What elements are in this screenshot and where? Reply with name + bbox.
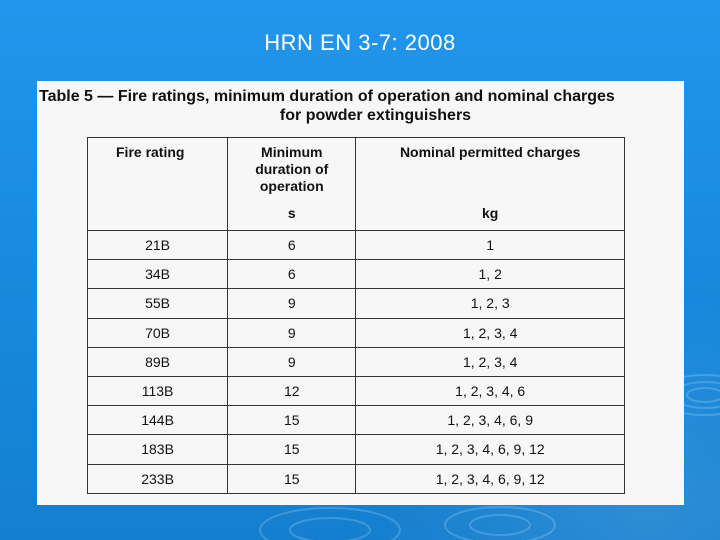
table-row [88, 464, 625, 493]
table-caption [37, 87, 684, 125]
cell-fire-rating: 183B [88, 435, 228, 464]
table-row [88, 406, 625, 435]
table-row [88, 318, 625, 347]
cell-fire-rating: 144B [88, 406, 228, 435]
table-row [88, 376, 625, 405]
cell-duration: 9 [228, 289, 356, 318]
header-duration-line-3: operation [259, 178, 324, 194]
cell-fire-rating: 55B [88, 289, 228, 318]
table-row [88, 289, 625, 318]
cell-charges: 1, 2 [356, 260, 625, 289]
header-charges [356, 138, 625, 231]
cell-duration: 9 [228, 347, 356, 376]
cell-charges: 1, 2, 3 [356, 289, 625, 318]
cell-charges: 1, 2, 3, 4 [356, 318, 625, 347]
table-caption-line-1: Table 5 — Fire ratings, minimum duration of operation and nominal charges [39, 88, 615, 105]
cell-duration: 15 [228, 464, 356, 493]
table-row [88, 347, 625, 376]
cell-charges: 1, 2, 3, 4, 6, 9, 12 [356, 464, 625, 493]
cell-fire-rating: 21B [88, 231, 228, 260]
cell-charges: 1, 2, 3, 4, 6, 9, 12 [356, 435, 625, 464]
cell-charges: 1, 2, 3, 4, 6, 9 [356, 406, 625, 435]
cell-duration: 15 [228, 435, 356, 464]
table-row [88, 231, 625, 260]
header-fire-rating-label: Fire rating [116, 144, 185, 160]
header-duration-line-2: duration of [255, 161, 329, 177]
header-duration [228, 138, 356, 231]
table-caption-line-2: for powder extinguishers [279, 107, 472, 124]
table-row [88, 260, 625, 289]
table-header-row [88, 138, 625, 231]
cell-duration: 6 [228, 231, 356, 260]
cell-fire-rating: 70B [88, 318, 228, 347]
cell-fire-rating: 113B [88, 376, 228, 405]
slide-title: HRN EN 3-7: 2008 [264, 30, 456, 55]
scanned-table-image [37, 81, 684, 505]
header-duration-unit: s [287, 205, 296, 221]
header-charges-unit: kg [482, 205, 499, 221]
cell-fire-rating: 89B [88, 347, 228, 376]
cell-duration: 9 [228, 318, 356, 347]
cell-duration: 6 [228, 260, 356, 289]
header-fire-rating [88, 138, 228, 231]
cell-fire-rating: 233B [88, 464, 228, 493]
cell-charges: 1, 2, 3, 4 [356, 347, 625, 376]
cell-duration: 15 [228, 406, 356, 435]
table-row [88, 435, 625, 464]
fire-ratings-table [87, 137, 625, 494]
header-duration-line-1: Minimum [261, 144, 323, 160]
cell-fire-rating: 34B [88, 260, 228, 289]
cell-charges: 1 [356, 231, 625, 260]
cell-duration: 12 [228, 376, 356, 405]
cell-charges: 1, 2, 3, 4, 6 [356, 376, 625, 405]
header-charges-label: Nominal permitted charges [399, 144, 581, 160]
